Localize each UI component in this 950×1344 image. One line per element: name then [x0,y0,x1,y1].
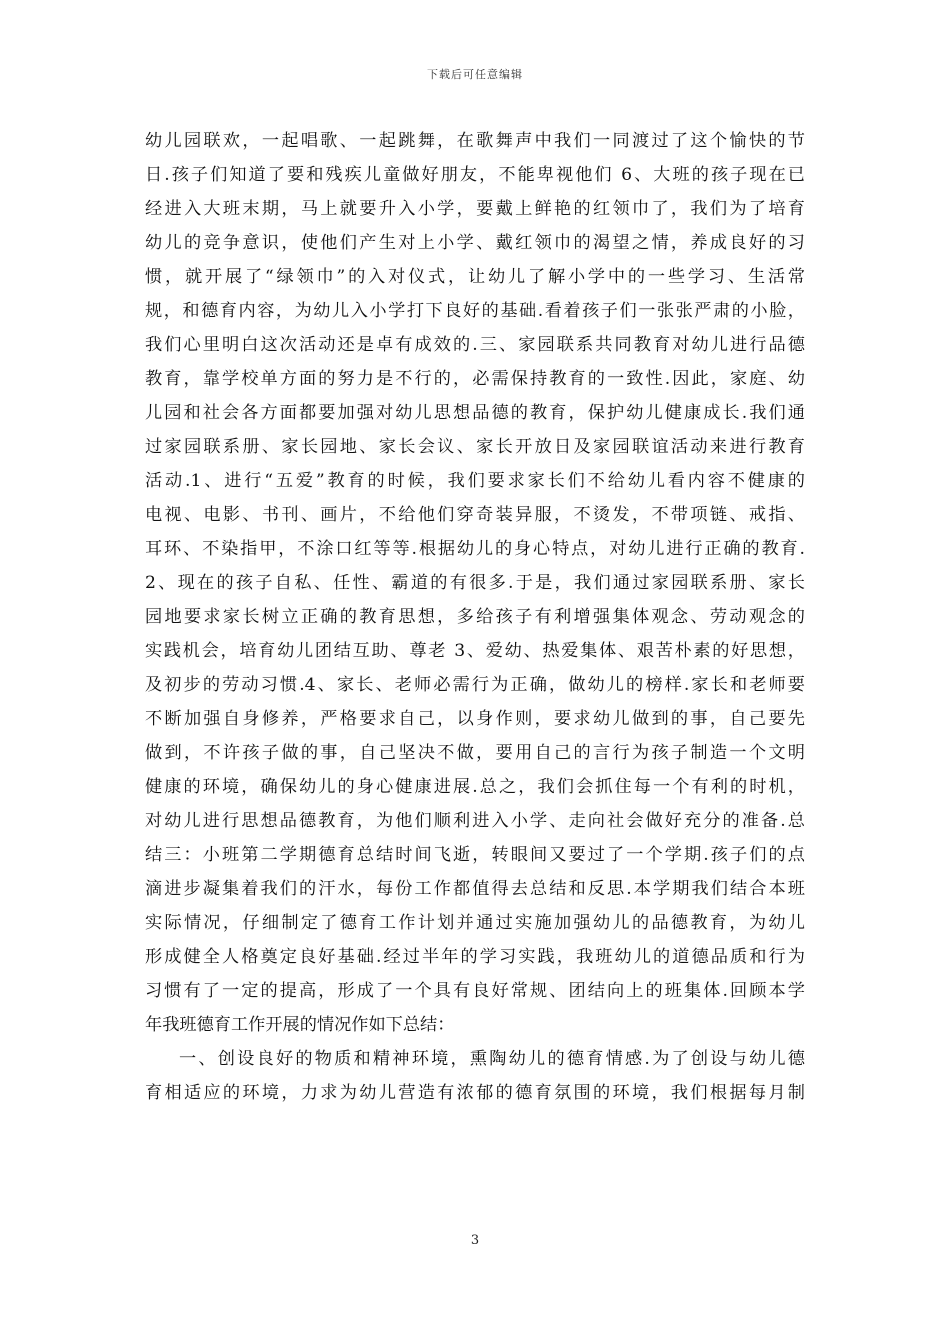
text-line: 对幼儿进行思想品德教育，为他们顺利进入小学、走向社会做好充分的准备.总 [145,811,805,831]
text-line: 活动.1、进行“五爱”教育的时候，我们要求家长们不给幼儿看内容不健康的 [145,471,805,491]
text-line: 过家园联系册、家长园地、家长会议、家长开放日及家园联谊活动来进行教育 [145,437,805,457]
text-line: 儿园和社会各方面都要加强对幼儿思想品德的教育，保护幼儿健康成长.我们通 [145,403,805,423]
text-line: 做到，不许孩子做的事，自己坚决不做，要用自己的言行为孩子制造一个文明 [145,743,805,763]
text-line: 健康的环境，确保幼儿的身心健康进展.总之，我们会抓住每一个有利的时机， [145,777,805,797]
text-line: 耳环、不染指甲，不涂口红等等.根据幼儿的身心特点，对幼儿进行正确的教育. [145,539,805,559]
text-line: 教育，靠学校单方面的努力是不行的，必需保持教育的一致性.因此，家庭、幼 [145,369,805,389]
text-line: 不断加强自身修养，严格要求自己，以身作则，要求幼儿做到的事，自己要先 [145,709,805,729]
text-line: 育相适应的环境，力求为幼儿营造有浓郁的德育氛围的环境，我们根据每月制 [145,1083,805,1103]
text-line: 幼儿的竞争意识，使他们产生对上小学、戴红领巾的渴望之情，养成良好的习 [145,233,805,253]
text-line: 及初步的劳动习惯.4、家长、老师必需行为正确，做幼儿的榜样.家长和老师要 [145,675,805,695]
text-line: 年我班德育工作开展的情况作如下总结： [145,1015,455,1035]
text-line: 幼儿园联欢，一起唱歌、一起跳舞，在歌舞声中我们一同渡过了这个愉快的节 [145,131,805,151]
paragraph-first-line: 一、创设良好的物质和精神环境，熏陶幼儿的德育情感.为了创设与幼儿德 [179,1049,805,1069]
text-line: 园地要求家长树立正确的教育思想，多给孩子有利增强集体观念、劳动观念的 [145,607,805,627]
text-line: 惯，就开展了“绿领巾”的入对仪式，让幼儿了解小学中的一些学习、生活常 [145,267,805,287]
text-line: 形成健全人格奠定良好基础.经过半年的学习实践，我班幼儿的道德品质和行为 [145,947,805,967]
text-line: 实践机会，培育幼儿团结互助、尊老 3、爱幼、热爱集体、艰苦朴素的好思想， [145,641,805,661]
text-line: 电视、电影、书刊、画片，不给他们穿奇装异服，不烫发，不带项链、戒指、 [145,505,805,525]
text-line: 经进入大班末期，马上就要升入小学，要戴上鲜艳的红领巾了，我们为了培育 [145,199,805,219]
text-line: 我们心里明白这次活动还是卓有成效的.三、家园联系共同教育对幼儿进行品德 [145,335,805,355]
body-text [145,124,805,1110]
text-line: 规，和德育内容，为幼儿入小学打下良好的基础.看着孩子们一张张严肃的小脸， [145,301,805,321]
text-line: 2、现在的孩子自私、任性、霸道的有很多.于是，我们通过家园联系册、家长 [145,573,805,593]
text-line: 结三：小班第二学期德育总结时间飞逝，转眼间又要过了一个学期.孩子们的点 [145,845,805,865]
page-number: 3 [470,1233,480,1248]
text-line: 习惯有了一定的提高，形成了一个具有良好常规、团结向上的班集体.回顾本学 [145,981,805,1001]
text-line: 滴进步凝集着我们的汗水，每份工作都值得去总结和反思.本学期我们结合本班 [145,879,805,899]
page-header: 下载后可任意编辑 [427,68,523,81]
text-line: 实际情况，仔细制定了德育工作计划并通过实施加强幼儿的品德教育，为幼儿 [145,913,805,933]
text-line: 日.孩子们知道了要和残疾儿童做好朋友，不能卑视他们 6、大班的孩子现在已 [145,165,805,185]
